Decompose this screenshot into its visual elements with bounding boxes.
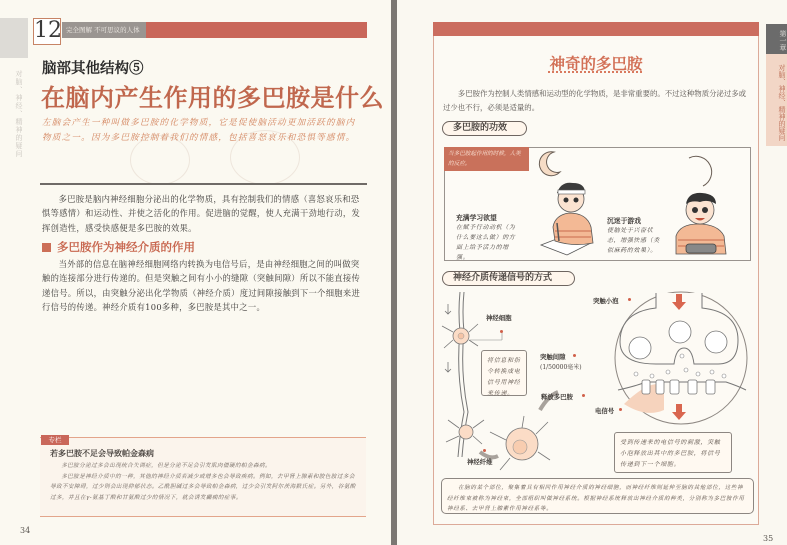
label-pointer-dot <box>619 408 622 411</box>
chapter-side-tab: 第一章 <box>766 24 787 54</box>
feature-header-bar <box>433 22 759 36</box>
effect-text: 使脑处于兴奋状态，增强快感（类似麻药的效果）。 <box>607 227 660 254</box>
section-heading <box>42 239 195 255</box>
section-subtitle: 脑部其他结构⑤ <box>42 60 144 77</box>
gaming-kid-illustration <box>670 190 732 260</box>
label-pointer-dot <box>628 298 631 301</box>
label-pointer-dot <box>582 394 585 397</box>
label-synaptic-cleft: 突触间隙 <box>540 353 566 361</box>
body-paragraph: 当外部的信息在脑神经细胞网络内转换为电信号后，是由神经细胞之间的叫做突触的连接部分进行传递的。但是突触之间有小小的缝隙（突触间隙）所以不能直接传递信号。所以，由突触分泌出化学物质（神经介质）度过间隙接触到下一个细胞来进行信号的传递。神经介质有100多种，多巴胺是其中之一。 <box>42 259 361 312</box>
crescent-moon-icon <box>683 156 707 188</box>
effect-heading: 沉迷于游戏 <box>607 217 641 225</box>
section-side-tab: 对脑、神经、精神的疑问 <box>766 54 787 146</box>
edge-tab <box>0 18 28 58</box>
column-tag: 专栏 <box>41 435 69 445</box>
divider <box>40 183 367 185</box>
synapse-note: 受到传递来的电信号的刺激，突触小泡释放出其中的多巴胺，将信号传递到下一个细胞。 <box>614 432 732 473</box>
column-paragraph: 多巴胺分泌过多会出现统合失调症，但是分泌不足会引发肌肉僵硬的帕金森病。 <box>61 463 271 469</box>
square-bullet-icon <box>42 243 51 252</box>
studying-kid-illustration <box>533 175 608 260</box>
column-paragraph: 多巴胺是神经介质中的一种，其他的神经介质若减少或增多也会导致疾病。例如，去甲肾上腺素和胶色胺过多会导致不安障碍，过少则会出现抑郁状态。乙酰胆碱过多会导致帕金森病，过少会引发阿尔茨海默氏症。另外，谷氨酸过多，并且在γ-氨基丁酸和甘氨酸过少的情况下，就会诱发癫痫的症事。 <box>50 473 356 501</box>
title-dotted-underline <box>548 71 642 73</box>
crescent-moon-icon <box>536 150 562 178</box>
page-number: 35 <box>763 534 774 543</box>
label-synaptic-vesicle: 突触小泡 <box>593 297 619 305</box>
edge-tab-text: 对脑、神经、精神的疑问 <box>15 70 23 158</box>
body-paragraph: 多巴胺是脑内神经细胞分泌出的化学物质，具有控制我们的情感（喜怒哀乐和恐惧等感情）和运动性、并使之活化的作用。促进脑的觉醒，使人充满干劲地行动，发挥创造性，感受快感便是多巴胺的效果。 <box>42 194 361 233</box>
chapter-number: 12 <box>34 18 62 43</box>
effects-section-label: 多巴胺的功效 <box>442 121 527 136</box>
effect-heading: 充满学习欲望 <box>456 214 497 222</box>
neuron-note: 将信息和指令转换成电信号用神经来传递。 <box>481 350 527 396</box>
effect-text: 在赋予行动动机（为什么要这么做）的方面上给予活力的增强。 <box>456 224 516 261</box>
lead-paragraph: 左脑会产生一种叫做多巴胺的化学物质，它是促使脑活动更加活跃的脑内物质之一。因为多巴胺控制着我们的情感，包括喜怒哀乐和恐惧等感情。 <box>42 118 356 143</box>
page-number: 34 <box>20 526 31 535</box>
header-bar <box>146 22 367 38</box>
series-header: 完全图解 不可思议的人体 <box>62 22 146 38</box>
bottom-note: 在脑的某个部位，聚集着具有相同作用神经介质的神经细胞，而神经纤维则延伸至脑的其他部位，这些神经纤维束被称为神经束，全部组织叫做神经系统。根据神经系统释放出神经介质的种类，分别称为多巴胺作用神经系、去甲肾上腺素作用神经系等。 <box>441 478 754 514</box>
label-pointer-dot <box>483 449 486 452</box>
label-pointer-dot <box>573 354 576 357</box>
feature-title: 神奇的多巴胺 <box>549 55 643 73</box>
column-title: 若多巴胺不足会导致帕金森病 <box>50 449 154 458</box>
transmission-section-label: 神经介质传递信号的方式 <box>442 271 575 286</box>
feature-intro: 多巴胺作为控制人类情感和运动型的化学物质，是非常重要的。不过这种物质分泌过多或过少也不行，必须是适量的。 <box>443 89 747 112</box>
synapse-diagram <box>606 290 756 430</box>
effects-tag: 当多巴胺起作用的时候，人类的反应。 <box>444 147 529 171</box>
label-release-dopamine: 释放多巴胺 <box>541 393 573 401</box>
label-nerve-fiber: 神经纤维 <box>467 458 493 466</box>
label-synaptic-cleft-size: (1/50000毫米) <box>540 364 582 371</box>
page-title: 在脑内产生作用的多巴胺是什么 <box>41 84 384 112</box>
label-pointer-dot <box>500 330 503 333</box>
section-heading-text: 多巴胺作为神经介质的作用 <box>57 240 195 254</box>
column-text <box>50 461 360 503</box>
label-nerve-cell: 神经细胞 <box>486 314 512 322</box>
label-electric-signal: 电信号 <box>595 407 615 415</box>
